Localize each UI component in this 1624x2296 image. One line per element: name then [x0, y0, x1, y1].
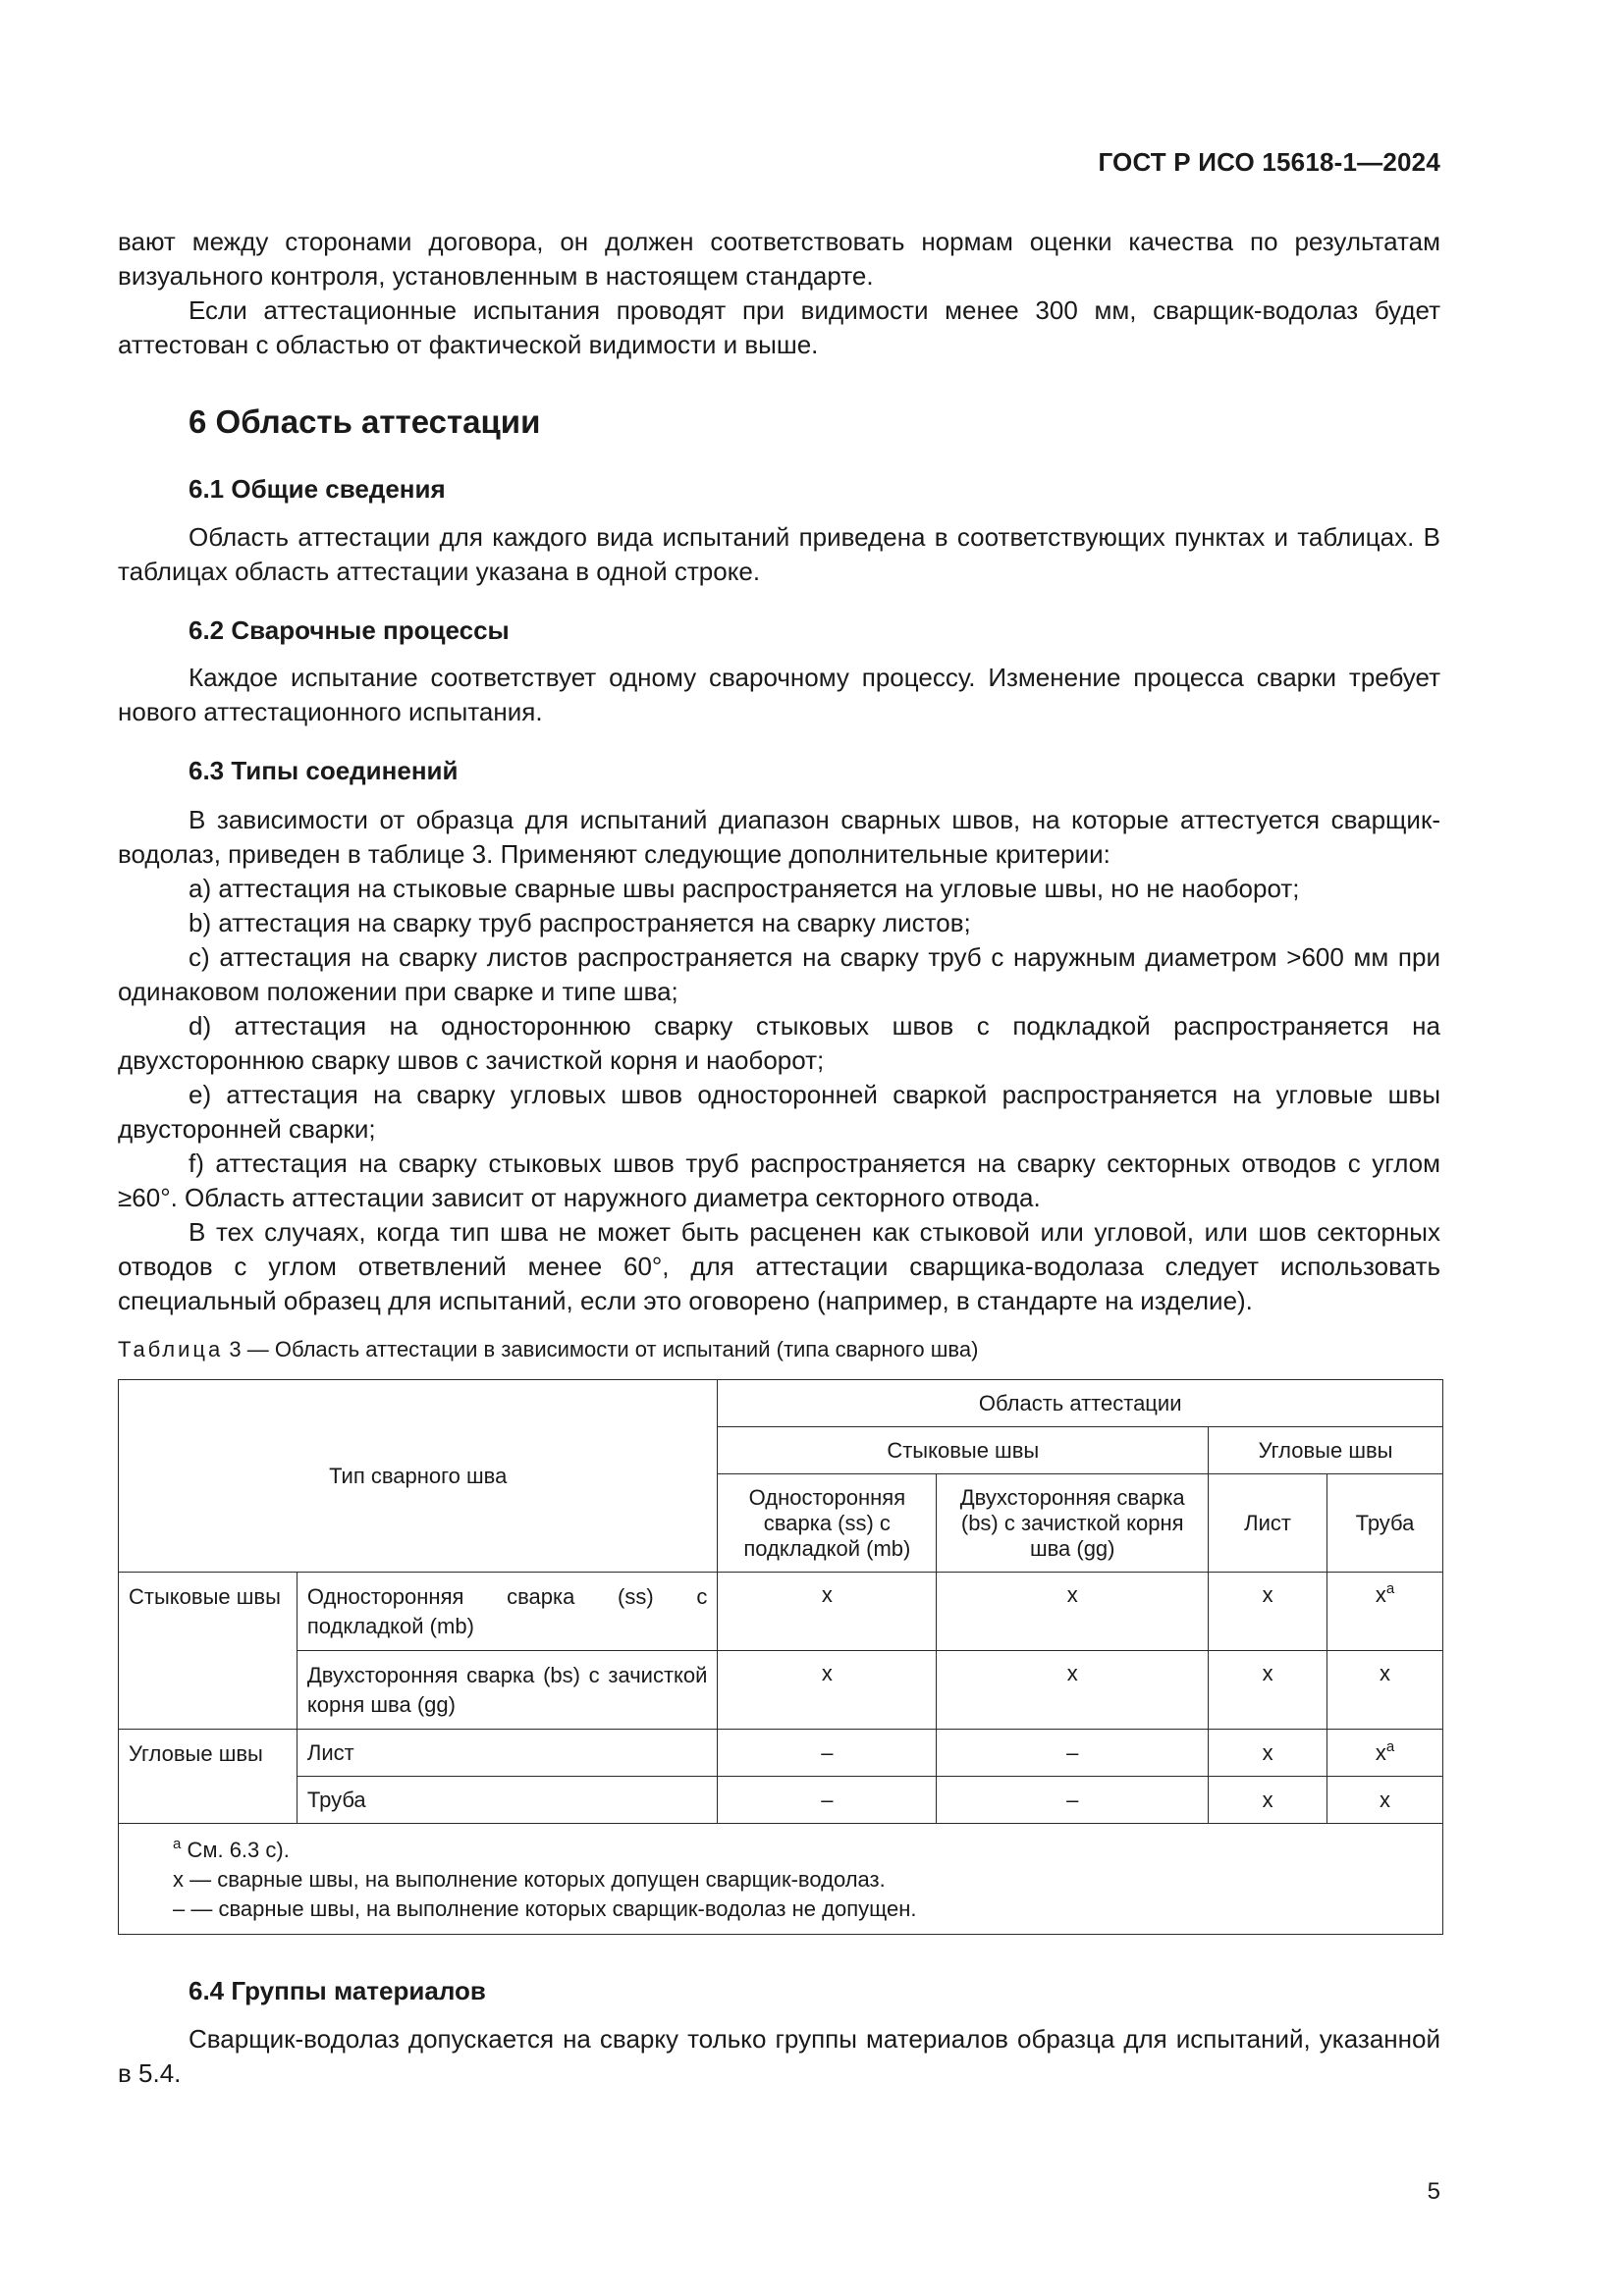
cell-value: x: [718, 1651, 937, 1730]
cell-value-with-note: [1327, 1573, 1443, 1651]
table-row: [119, 1651, 1443, 1730]
table-3: [118, 1379, 1443, 1935]
cell-value: x: [1209, 1651, 1327, 1730]
section-6-2-title: 6.2 Сварочные процессы: [189, 615, 510, 645]
group-butt-welds: Стыковые швы: [119, 1573, 298, 1730]
footnote-mark: a: [1385, 1737, 1395, 1755]
section-6-title: 6 Область аттестации: [189, 403, 541, 440]
note-a: [173, 1836, 1423, 1865]
section-6-2-text: Каждое испытание соответствует одному сварочному процессу. Изменение процесса сварки требует нового аттестационного испытания.: [118, 663, 1440, 726]
cell-value: x: [937, 1573, 1209, 1651]
section-6-4-text: Сварщик-водолаз допускается на сварку только группы материалов образца для испытаний, указанной в 5.4.: [118, 2024, 1440, 2088]
criterion-c: c) аттестация на сварку листов распространяется на сварку труб с наружным диаметром >600 мм при одинаковом положении при сварке и типе шва;: [118, 942, 1440, 1006]
cell-value: x: [1209, 1777, 1327, 1824]
cell-value: x: [1327, 1651, 1443, 1730]
section-6-1-title: 6.1 Общие сведения: [189, 474, 446, 504]
note-a-text: См. 6.3 с).: [181, 1838, 290, 1862]
cell-value: –: [937, 1777, 1209, 1824]
header-butt-welds: Стыковые швы: [718, 1427, 1209, 1474]
cell-value: x: [1375, 1739, 1386, 1765]
header-pipe: Труба: [1327, 1474, 1443, 1573]
header-single-side: Односторонняя сварка (ss) с подкладкой (mb): [718, 1474, 937, 1573]
table-3-caption: [118, 1337, 978, 1362]
table-row: [119, 1730, 1443, 1777]
intro-paragraph-2: Если аттестационные испытания проводят при видимости менее 300 мм, сварщик-водолаз будет аттестован с областью от фактической видимости и выше.: [118, 295, 1440, 359]
cell-value: x: [718, 1573, 937, 1651]
row-label: Односторонняя сварка (ss) с подкладкой (mb): [297, 1573, 718, 1651]
section-6-3-title: 6.3 Типы соединений: [189, 756, 459, 785]
group-fillet-welds: Угловые швы: [119, 1730, 298, 1824]
criterion-e: e) аттестация на сварку угловых швов односторонней сваркой распространяется на угловые швы двусторонней сварки;: [118, 1080, 1440, 1144]
row-label: Труба: [297, 1777, 718, 1824]
page-number: 5: [1427, 2178, 1440, 2205]
section-6-4-title: 6.4 Группы материалов: [189, 1976, 486, 2005]
section-6-1-text: Область аттестации для каждого вида испытаний приведена в соответствующих пунктах и таблицах. В таблицах область аттестации указана в одной строке.: [118, 522, 1440, 586]
table-caption-text: 3 — Область аттестации в зависимости от испытаний (типа сварного шва): [223, 1337, 979, 1362]
header-double-side: Двухсторонняя сварка (bs) с зачисткой корня шва (gg): [937, 1474, 1209, 1573]
cell-value: x: [1375, 1582, 1386, 1607]
criterion-a: a) аттестация на стыковые сварные швы распространяется на угловые швы, но не наоборот;: [189, 874, 1300, 903]
cell-value: x: [937, 1651, 1209, 1730]
section-6-3-intro: В зависимости от образца для испытаний диапазон сварных швов, на которые аттестуется сварщик-водолаз, приведен в таблице 3. Применяют следующие дополнительные критерии:: [118, 805, 1440, 869]
table-row: [119, 1573, 1443, 1651]
footnote-mark: a: [173, 1836, 182, 1852]
note-dash: – — сварные швы, на выполнение которых сварщик-водолаз не допущен.: [173, 1896, 917, 1921]
table-row: [119, 1777, 1443, 1824]
criterion-d: d) аттестация на одностороннюю сварку стыковых швов с подкладкой распространяется на двухстороннюю сварку швов с зачисткой корня и наоборот;: [118, 1011, 1440, 1075]
header-sheet: Лист: [1209, 1474, 1327, 1573]
table-caption-label: Таблица: [118, 1337, 224, 1362]
intro-paragraph-1: вают между сторонами договора, он должен соответствовать нормам оценки качества по результатам визуального контроля, установленным в настоящем стандарте.: [118, 227, 1440, 291]
table-notes: [119, 1824, 1443, 1935]
cell-value: x: [1327, 1777, 1443, 1824]
row-label: Двухсторонняя сварка (bs) с зачисткой корня шва (gg): [297, 1651, 718, 1730]
section-6-3-closing: В тех случаях, когда тип шва не может быть расценен как стыковой или угловой, или шов секторных отводов с углом ответвлений менее 60°, для аттестации сварщика-водолаза следует использовать специальный образец для испытаний, если это оговорено (например, в стандарте на изделие).: [118, 1217, 1440, 1315]
header-scope: Область аттестации: [718, 1380, 1443, 1427]
cell-value: x: [1209, 1573, 1327, 1651]
criterion-b: b) аттестация на сварку труб распространяется на сварку листов;: [189, 908, 971, 937]
document-header: ГОСТ Р ИСО 15618-1—2024: [1098, 147, 1440, 177]
footnote-mark: a: [1385, 1580, 1395, 1597]
cell-value: –: [937, 1730, 1209, 1777]
row-label: Лист: [297, 1730, 718, 1777]
table-notes-row: [119, 1824, 1443, 1935]
criterion-f: f) аттестация на сварку стыковых швов труб распространяется на сварку секторных отводов с углом ≥60°. Область аттестации зависит от наружного диаметра секторного отвода.: [118, 1148, 1440, 1212]
cell-value: x: [1209, 1730, 1327, 1777]
cell-value: –: [718, 1777, 937, 1824]
cell-value: –: [718, 1730, 937, 1777]
cell-value-with-note: [1327, 1730, 1443, 1777]
note-x: x — сварные швы, на выполнение которых допущен сварщик-водолаз.: [173, 1867, 886, 1892]
header-weld-type: Тип сварного шва: [119, 1380, 718, 1573]
header-fillet-welds: Угловые швы: [1209, 1427, 1443, 1474]
